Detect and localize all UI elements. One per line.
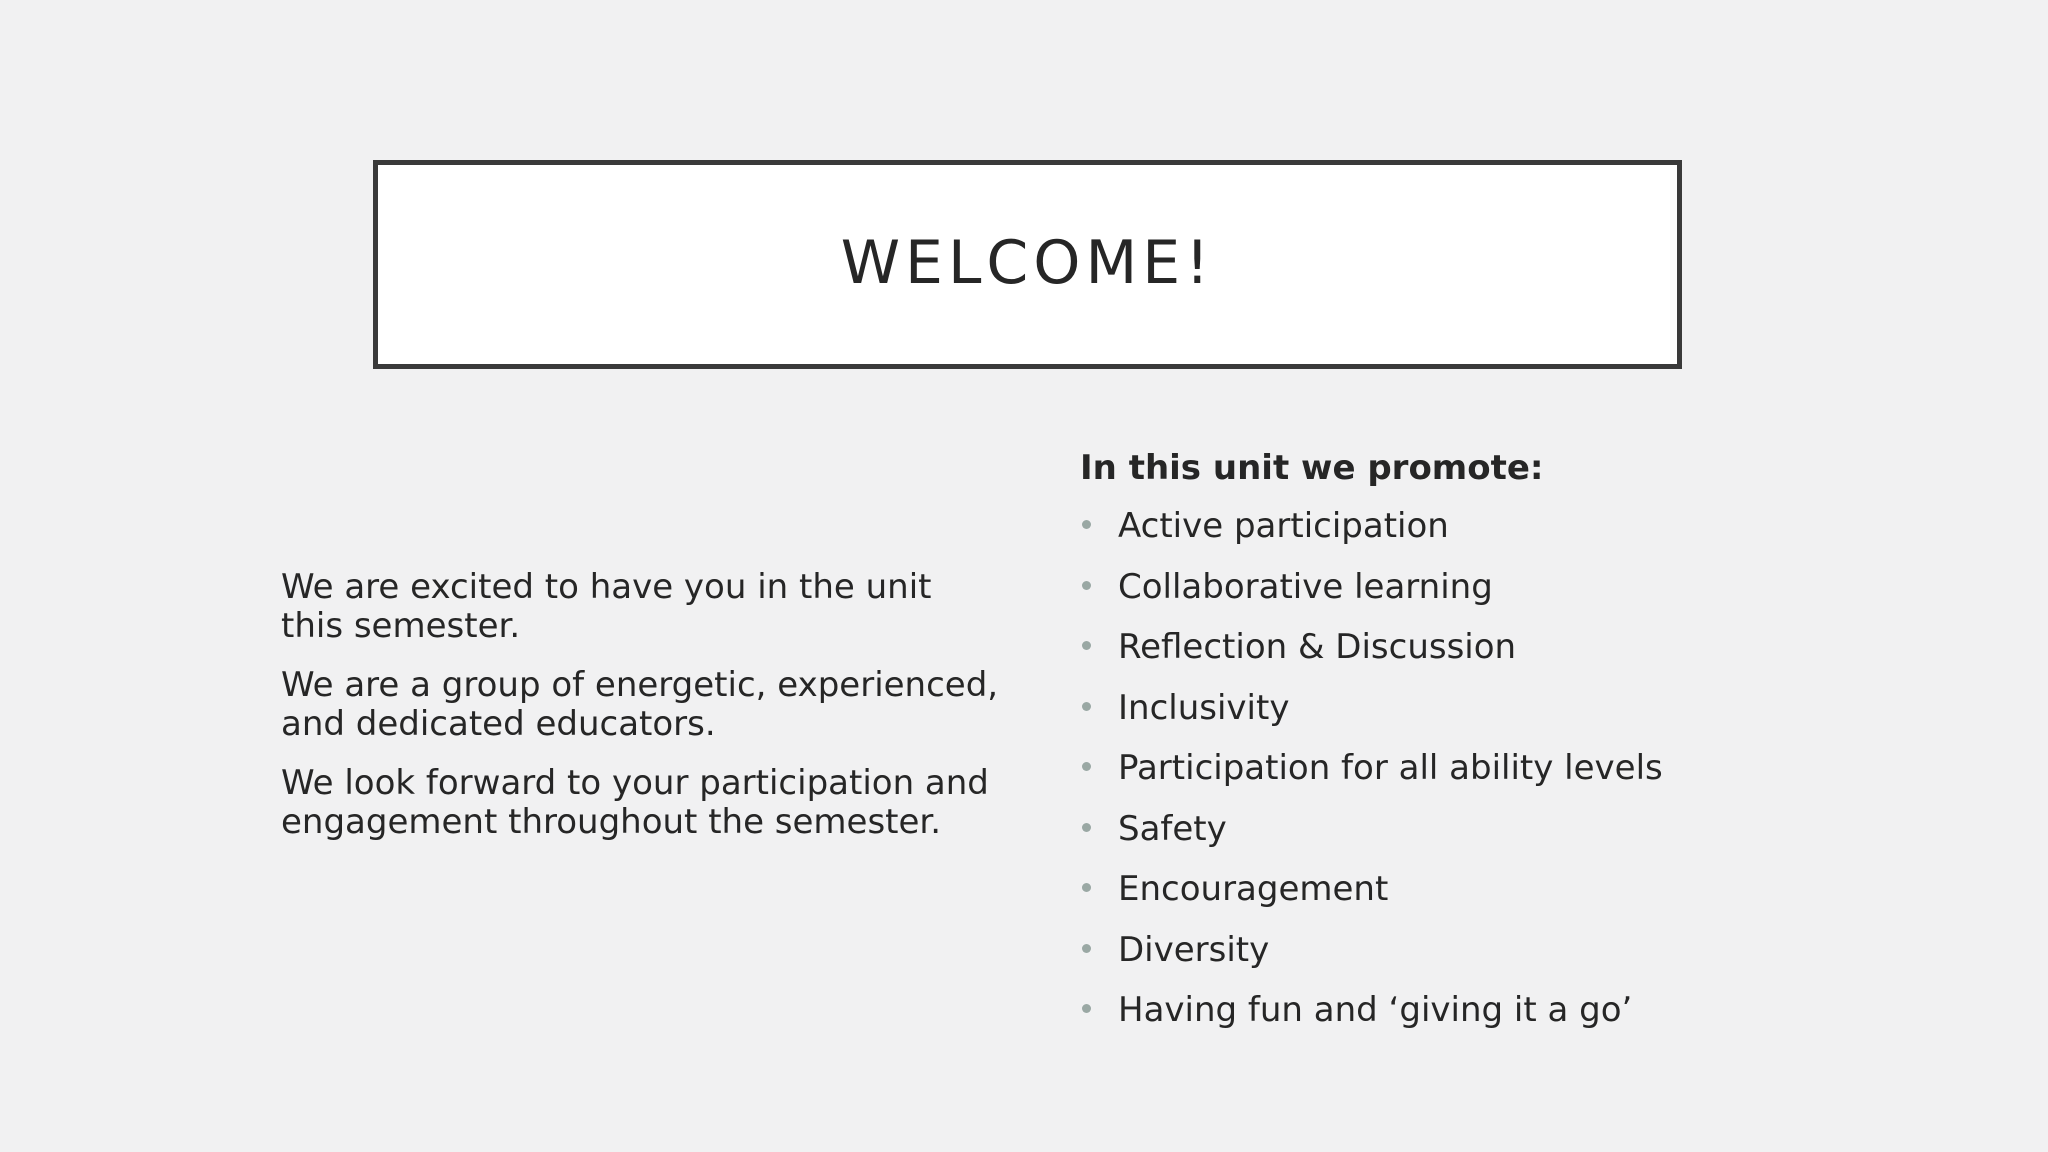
list-item-label: Active participation bbox=[1118, 506, 1449, 546]
list-item bbox=[1080, 928, 1840, 972]
bullet-icon bbox=[1082, 1004, 1091, 1013]
bullet-icon bbox=[1082, 520, 1091, 529]
list-item-label: Reflection & Discussion bbox=[1118, 627, 1517, 667]
list-item bbox=[1080, 625, 1840, 669]
slide-title: WELCOME! bbox=[840, 227, 1215, 298]
title-box[interactable] bbox=[373, 160, 1682, 369]
intro-paragraph: We are a group of energetic, experienced, and dedicated educators. bbox=[281, 665, 999, 744]
list-item-label: Participation for all ability levels bbox=[1118, 748, 1663, 788]
intro-text-block[interactable] bbox=[281, 568, 1001, 862]
intro-paragraph: We are excited to have you in the unit this semester. bbox=[281, 567, 932, 646]
bullet-icon bbox=[1082, 823, 1091, 832]
list-item-label: Having fun and ‘giving it a go’ bbox=[1118, 990, 1633, 1030]
promote-heading: In this unit we promote: bbox=[1080, 448, 1544, 488]
list-item-label: Safety bbox=[1118, 808, 1227, 849]
bullet-icon bbox=[1082, 641, 1091, 650]
list-item bbox=[1080, 807, 1840, 851]
list-item-label: Inclusivity bbox=[1118, 687, 1290, 728]
list-item bbox=[1080, 686, 1840, 730]
list-item bbox=[1080, 746, 1840, 790]
list-item bbox=[1080, 565, 1840, 609]
bullet-icon bbox=[1082, 883, 1091, 892]
list-item bbox=[1080, 504, 1840, 548]
bullet-icon bbox=[1082, 581, 1091, 590]
promote-list bbox=[1080, 504, 1840, 1032]
list-item bbox=[1080, 867, 1840, 911]
promote-list-block[interactable] bbox=[1080, 446, 1840, 1049]
bullet-icon bbox=[1082, 762, 1091, 771]
list-item-label: Collaborative learning bbox=[1118, 566, 1493, 607]
list-item bbox=[1080, 988, 1840, 1032]
list-item-label: Encouragement bbox=[1118, 869, 1389, 909]
bullet-icon bbox=[1082, 702, 1091, 711]
list-item-label: Diversity bbox=[1118, 929, 1270, 970]
intro-paragraph: We look forward to your participation and engagement throughout the semester. bbox=[281, 763, 989, 842]
bullet-icon bbox=[1082, 944, 1091, 953]
